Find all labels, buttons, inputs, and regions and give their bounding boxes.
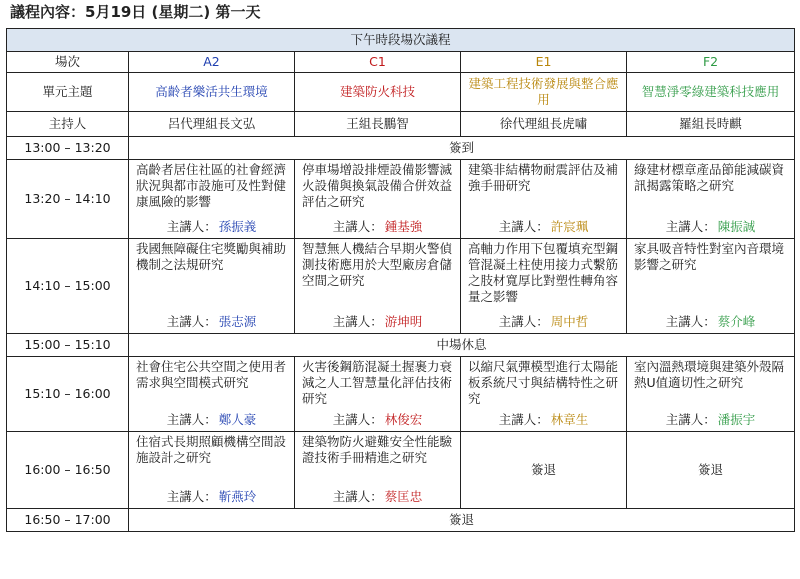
time-slot: 13:20 – 14:10: [7, 160, 129, 239]
session-title: 社會住宅公共空間之使用者需求與空間模式研究: [136, 359, 287, 390]
session-title: 高齡者居住社區的社會經濟狀況與都市設施可及性對健康風險的影響: [136, 162, 287, 209]
host-e1: 徐代理組長虎嘯: [461, 112, 627, 137]
speaker-label: 主講人：: [166, 219, 217, 234]
speaker-name: 林俊宏: [384, 412, 423, 427]
speaker-line: [132, 219, 291, 235]
speaker-label: 主講人：: [665, 412, 716, 427]
session-title: 以縮尺氣彈模型進行太陽能板系統尺寸與結構特性之研究: [468, 359, 619, 406]
slot-note: 簽退: [461, 432, 627, 509]
speaker-label: 主講人：: [332, 489, 383, 504]
session-cell: [295, 432, 461, 509]
speaker-label: 主講人：: [332, 314, 383, 329]
speaker-name: 潘振宇: [717, 412, 756, 427]
venue-a2: A2: [129, 52, 295, 73]
speaker-name: 許宸珮: [550, 219, 589, 234]
session-cell: [627, 239, 795, 334]
speaker-line: [132, 314, 291, 330]
host-c1: 王組長鵬智: [295, 112, 461, 137]
slot-note: 中場休息: [129, 334, 795, 357]
speaker-label: 主講人：: [498, 219, 549, 234]
slot-note: 簽退: [129, 509, 795, 532]
session-cell: [461, 160, 627, 239]
speaker-line: [630, 314, 791, 330]
speaker-label: 主講人：: [498, 314, 549, 329]
session-title: 火害後鋼筋混凝土握裹力衰減之人工智慧量化評估技術研究: [302, 359, 453, 406]
speaker-name: 鄭人豪: [218, 412, 257, 427]
speaker-line: [464, 219, 623, 235]
slot-note: 簽退: [627, 432, 795, 509]
speaker-line: [298, 314, 457, 330]
speaker-line: [298, 219, 457, 235]
session-title: 高軸力作用下包覆填充型鋼管混凝土柱使用接力式繫筋之肢材寬厚比對塑性轉角容量之影響: [468, 241, 619, 304]
time-slot: 15:10 – 16:00: [7, 357, 129, 432]
speaker-name: 蔡介峰: [717, 314, 756, 329]
venue-f2: F2: [627, 52, 795, 73]
speaker-label: 主講人：: [498, 412, 549, 427]
venue-label: 場次: [7, 52, 129, 73]
session-title: 停車場增設排煙設備影響滅火設備與換氣設備合併效益評估之研究: [302, 162, 453, 209]
host-f2: 羅組長時麒: [627, 112, 795, 137]
session-cell: [461, 239, 627, 334]
session-cell: [295, 357, 461, 432]
session-cell: [627, 160, 795, 239]
topic-label: 單元主題: [7, 73, 129, 112]
speaker-name: 游坤明: [384, 314, 423, 329]
speaker-line: [132, 489, 291, 505]
session-cell: [627, 357, 795, 432]
table-title: 下午時段場次議程: [7, 29, 795, 52]
speaker-line: [630, 412, 791, 428]
speaker-name: 靳燕玲: [218, 489, 257, 504]
speaker-label: 主講人：: [665, 314, 716, 329]
session-title: 家具吸音特性對室內音環境影響之研究: [634, 241, 785, 272]
time-slot: 14:10 – 15:00: [7, 239, 129, 334]
speaker-line: [630, 219, 791, 235]
session-cell: [129, 239, 295, 334]
speaker-line: [464, 314, 623, 330]
venue-e1: E1: [461, 52, 627, 73]
speaker-label: 主講人：: [166, 412, 217, 427]
host-a2: 呂代理組長文弘: [129, 112, 295, 137]
topic-f2: 智慧淨零綠建築科技應用: [627, 73, 795, 112]
speaker-label: 主講人：: [166, 489, 217, 504]
slot-note: 簽到: [129, 137, 795, 160]
session-title: 建築非結構物耐震評估及補強手冊研究: [468, 162, 619, 193]
time-slot: 16:00 – 16:50: [7, 432, 129, 509]
session-title: 智慧無人機結合早期火警偵測技術應用於大型廠房倉儲空間之研究: [302, 241, 453, 288]
speaker-name: 周中哲: [550, 314, 589, 329]
session-title: 我國無障礙住宅獎勵與補助機制之法規研究: [136, 241, 287, 272]
session-cell: [129, 160, 295, 239]
session-cell: [129, 432, 295, 509]
speaker-line: [298, 489, 457, 505]
speaker-name: 林章生: [550, 412, 589, 427]
host-label: 主持人: [7, 112, 129, 137]
session-title: 建築物防火避難安全性能驗證技術手冊精進之研究: [302, 434, 453, 465]
speaker-line: [464, 412, 623, 428]
time-slot: 13:00 – 13:20: [7, 137, 129, 160]
speaker-line: [298, 412, 457, 428]
speaker-name: 孫振義: [218, 219, 257, 234]
time-slot: 16:50 – 17:00: [7, 509, 129, 532]
speaker-label: 主講人：: [332, 412, 383, 427]
topic-a2: 高齡者樂活共生環境: [129, 73, 295, 112]
session-title: 室內溫熱環境與建築外殼隔熱U值適切性之研究: [634, 359, 785, 390]
speaker-label: 主講人：: [665, 219, 716, 234]
session-cell: [129, 357, 295, 432]
speaker-line: [132, 412, 291, 428]
speaker-label: 主講人：: [332, 219, 383, 234]
session-cell: [461, 357, 627, 432]
session-cell: [295, 160, 461, 239]
time-slot: 15:00 – 15:10: [7, 334, 129, 357]
speaker-label: 主講人：: [166, 314, 217, 329]
topic-e1: 建築工程技術發展與整合應用: [461, 73, 627, 112]
session-title: 住宿式長期照顧機構空間設施設計之研究: [136, 434, 287, 465]
speaker-name: 鍾基強: [384, 219, 423, 234]
session-title: 綠建材標章產品節能減碳資訊揭露策略之研究: [634, 162, 785, 193]
speaker-name: 張志源: [218, 314, 257, 329]
session-cell: [295, 239, 461, 334]
venue-c1: C1: [295, 52, 461, 73]
schedule-table: [6, 28, 795, 532]
speaker-name: 蔡匡忠: [384, 489, 423, 504]
topic-c1: 建築防火科技: [295, 73, 461, 112]
page-title: 議程內容：5月19日 (星期二) 第一天: [10, 3, 261, 21]
speaker-name: 陳振誠: [717, 219, 756, 234]
